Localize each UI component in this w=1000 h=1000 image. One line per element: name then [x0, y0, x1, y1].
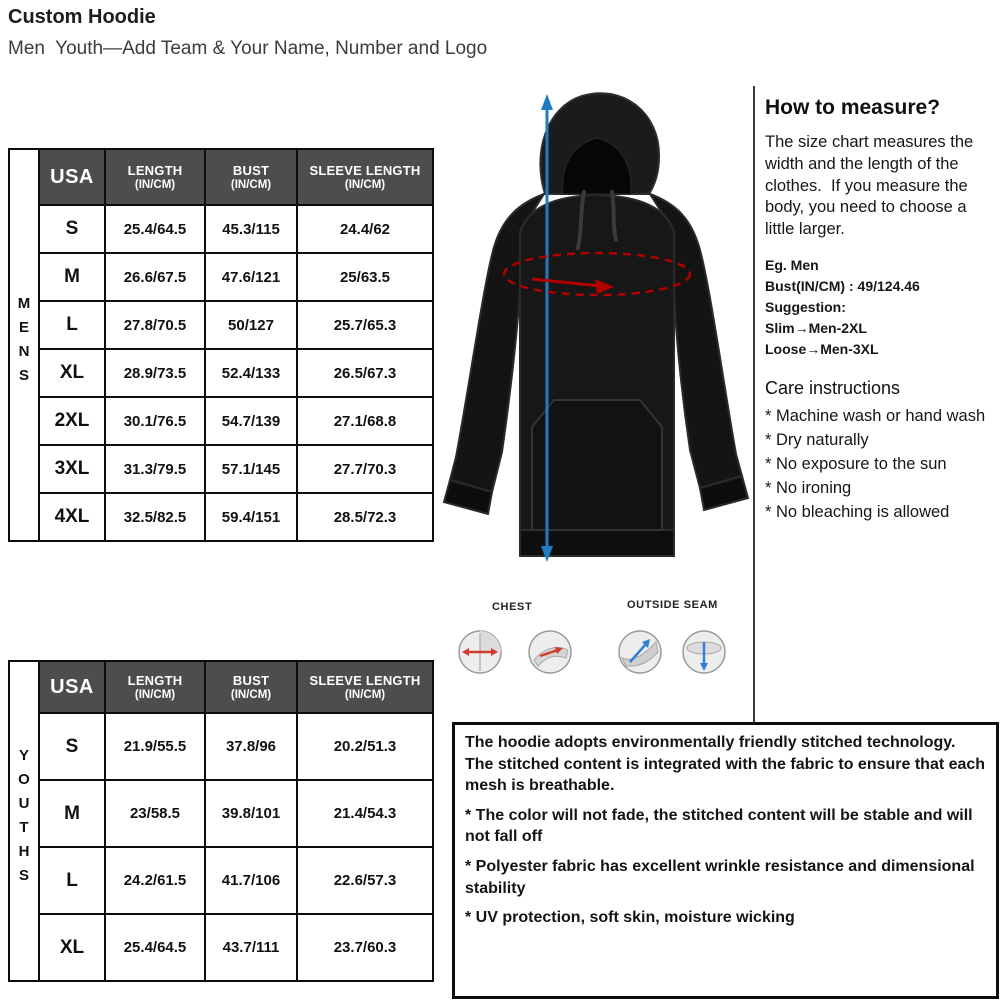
example-line: Loose→Men-3XL	[765, 340, 879, 357]
sleeve-cell: 25.7/65.3	[297, 301, 433, 349]
youths-header-sleeve: SLEEVE LENGTH (IN/CM)	[297, 661, 433, 713]
feature-paragraph: * Polyester fabric has excellent wrinkle resistance and dimensional stability	[465, 857, 975, 897]
feature-paragraph: The hoodie adopts environmentally friendly stitched technology. The stitched content is integrated with the fabric to ensure that each mesh is breathable.	[465, 734, 986, 795]
size-cell: 3XL	[39, 445, 105, 493]
sleeve-cell: 23.7/60.3	[297, 914, 433, 981]
seam-length-icon	[680, 628, 728, 676]
chest-label: CHEST	[492, 601, 533, 613]
bust-cell: 52.4/133	[205, 349, 297, 397]
youths-side-label: YOUTHS	[15, 746, 33, 891]
feature-paragraph: * UV protection, soft skin, moisture wicking	[465, 909, 795, 927]
length-cell: 30.1/76.5	[105, 397, 205, 445]
how-to-measure-panel	[765, 96, 997, 524]
page-subtitle: Men Youth—Add Team & Your Name, Number and Logo	[8, 38, 488, 59]
care-instructions-list	[765, 405, 997, 525]
bust-cell: 47.6/121	[205, 253, 297, 301]
table-row	[9, 301, 433, 349]
size-cell: L	[39, 301, 105, 349]
sleeve-cell: 20.2/51.3	[297, 713, 433, 780]
mens-size-table	[8, 148, 434, 542]
table-row	[9, 253, 433, 301]
size-cell: XL	[39, 349, 105, 397]
length-cell: 21.9/55.5	[105, 713, 205, 780]
care-item: * Dry naturally	[765, 430, 869, 449]
youths-header-usa: USA	[39, 661, 105, 713]
bust-cell: 50/127	[205, 301, 297, 349]
length-cell: 24.2/61.5	[105, 847, 205, 914]
mens-side-label-cell	[9, 149, 39, 541]
vertical-divider	[753, 86, 755, 722]
hoodie-illustration	[432, 82, 762, 602]
sleeve-cell: 21.4/54.3	[297, 780, 433, 847]
size-cell: S	[39, 205, 105, 253]
table-row	[9, 205, 433, 253]
sleeve-cell: 24.4/62	[297, 205, 433, 253]
hoodie-svg	[432, 82, 762, 602]
care-item: * No ironing	[765, 478, 852, 497]
mens-header-length: LENGTH (IN/CM)	[105, 149, 205, 205]
size-cell: M	[39, 780, 105, 847]
length-cell: 26.6/67.5	[105, 253, 205, 301]
care-item: * Machine wash or hand wash	[765, 406, 986, 425]
example-line: Suggestion:	[765, 298, 846, 315]
size-cell: 2XL	[39, 397, 105, 445]
example-line: Slim→Men-2XL	[765, 319, 867, 336]
mens-header-sleeve: SLEEVE LENGTH (IN/CM)	[297, 149, 433, 205]
table-row	[9, 713, 433, 780]
youths-header-row	[9, 661, 433, 713]
size-cell: XL	[39, 914, 105, 981]
sleeve-cell: 27.7/70.3	[297, 445, 433, 493]
fabric-features-box	[452, 722, 999, 999]
length-cell: 28.9/73.5	[105, 349, 205, 397]
mens-header-bust: BUST (IN/CM)	[205, 149, 297, 205]
bust-cell: 43.7/111	[205, 914, 297, 981]
youths-header-bust: BUST (IN/CM)	[205, 661, 297, 713]
size-cell: S	[39, 713, 105, 780]
length-cell: 23/58.5	[105, 780, 205, 847]
youths-header-length: LENGTH (IN/CM)	[105, 661, 205, 713]
sleeve-cell: 22.6/57.3	[297, 847, 433, 914]
bust-cell: 41.7/106	[205, 847, 297, 914]
length-cell: 25.4/64.5	[105, 914, 205, 981]
table-row	[9, 914, 433, 981]
length-cell: 25.4/64.5	[105, 205, 205, 253]
bust-cell: 37.8/96	[205, 713, 297, 780]
feature-paragraph: * The color will not fade, the stitched content will be stable and will not fall off	[465, 806, 973, 846]
sizing-example	[765, 255, 997, 360]
bust-cell: 57.1/145	[205, 445, 297, 493]
table-row	[9, 493, 433, 541]
length-cell: 31.3/79.5	[105, 445, 205, 493]
length-cell: 32.5/82.5	[105, 493, 205, 541]
bust-cell: 54.7/139	[205, 397, 297, 445]
bust-cell: 59.4/151	[205, 493, 297, 541]
seam-diagonal-icon	[616, 628, 664, 676]
table-row	[9, 780, 433, 847]
care-item: * No bleaching is allowed	[765, 502, 950, 521]
mens-header-row	[9, 149, 433, 205]
length-cell: 27.8/70.5	[105, 301, 205, 349]
bust-cell: 45.3/115	[205, 205, 297, 253]
how-to-measure-body: The size chart measures the width and the length of the clothes. If you measure the body, you need to choose a little larger.	[765, 133, 978, 239]
youths-side-label-cell	[9, 661, 39, 981]
table-row	[9, 397, 433, 445]
size-cell: 4XL	[39, 493, 105, 541]
table-row	[9, 847, 433, 914]
chest-width-icon	[456, 628, 504, 676]
sleeve-cell: 27.1/68.8	[297, 397, 433, 445]
example-line: Eg. Men	[765, 256, 819, 273]
table-row	[9, 445, 433, 493]
page-title: Custom Hoodie	[8, 6, 156, 28]
size-cell: L	[39, 847, 105, 914]
sleeve-cell: 28.5/72.3	[297, 493, 433, 541]
mens-header-usa: USA	[39, 149, 105, 205]
youths-size-table	[8, 660, 434, 982]
chest-fold-icon	[526, 628, 574, 676]
example-line: Bust(IN/CM) : 49/124.46	[765, 277, 920, 294]
sleeve-cell: 26.5/67.3	[297, 349, 433, 397]
care-item: * No exposure to the sun	[765, 454, 947, 473]
how-to-measure-title: How to measure?	[765, 96, 941, 119]
sleeve-cell: 25/63.5	[297, 253, 433, 301]
mens-side-label: MENS	[15, 294, 33, 391]
table-row	[9, 349, 433, 397]
care-instructions-title: Care instructions	[765, 377, 901, 398]
size-cell: M	[39, 253, 105, 301]
outside-seam-label: OUTSIDE SEAM	[627, 599, 718, 611]
bust-cell: 39.8/101	[205, 780, 297, 847]
